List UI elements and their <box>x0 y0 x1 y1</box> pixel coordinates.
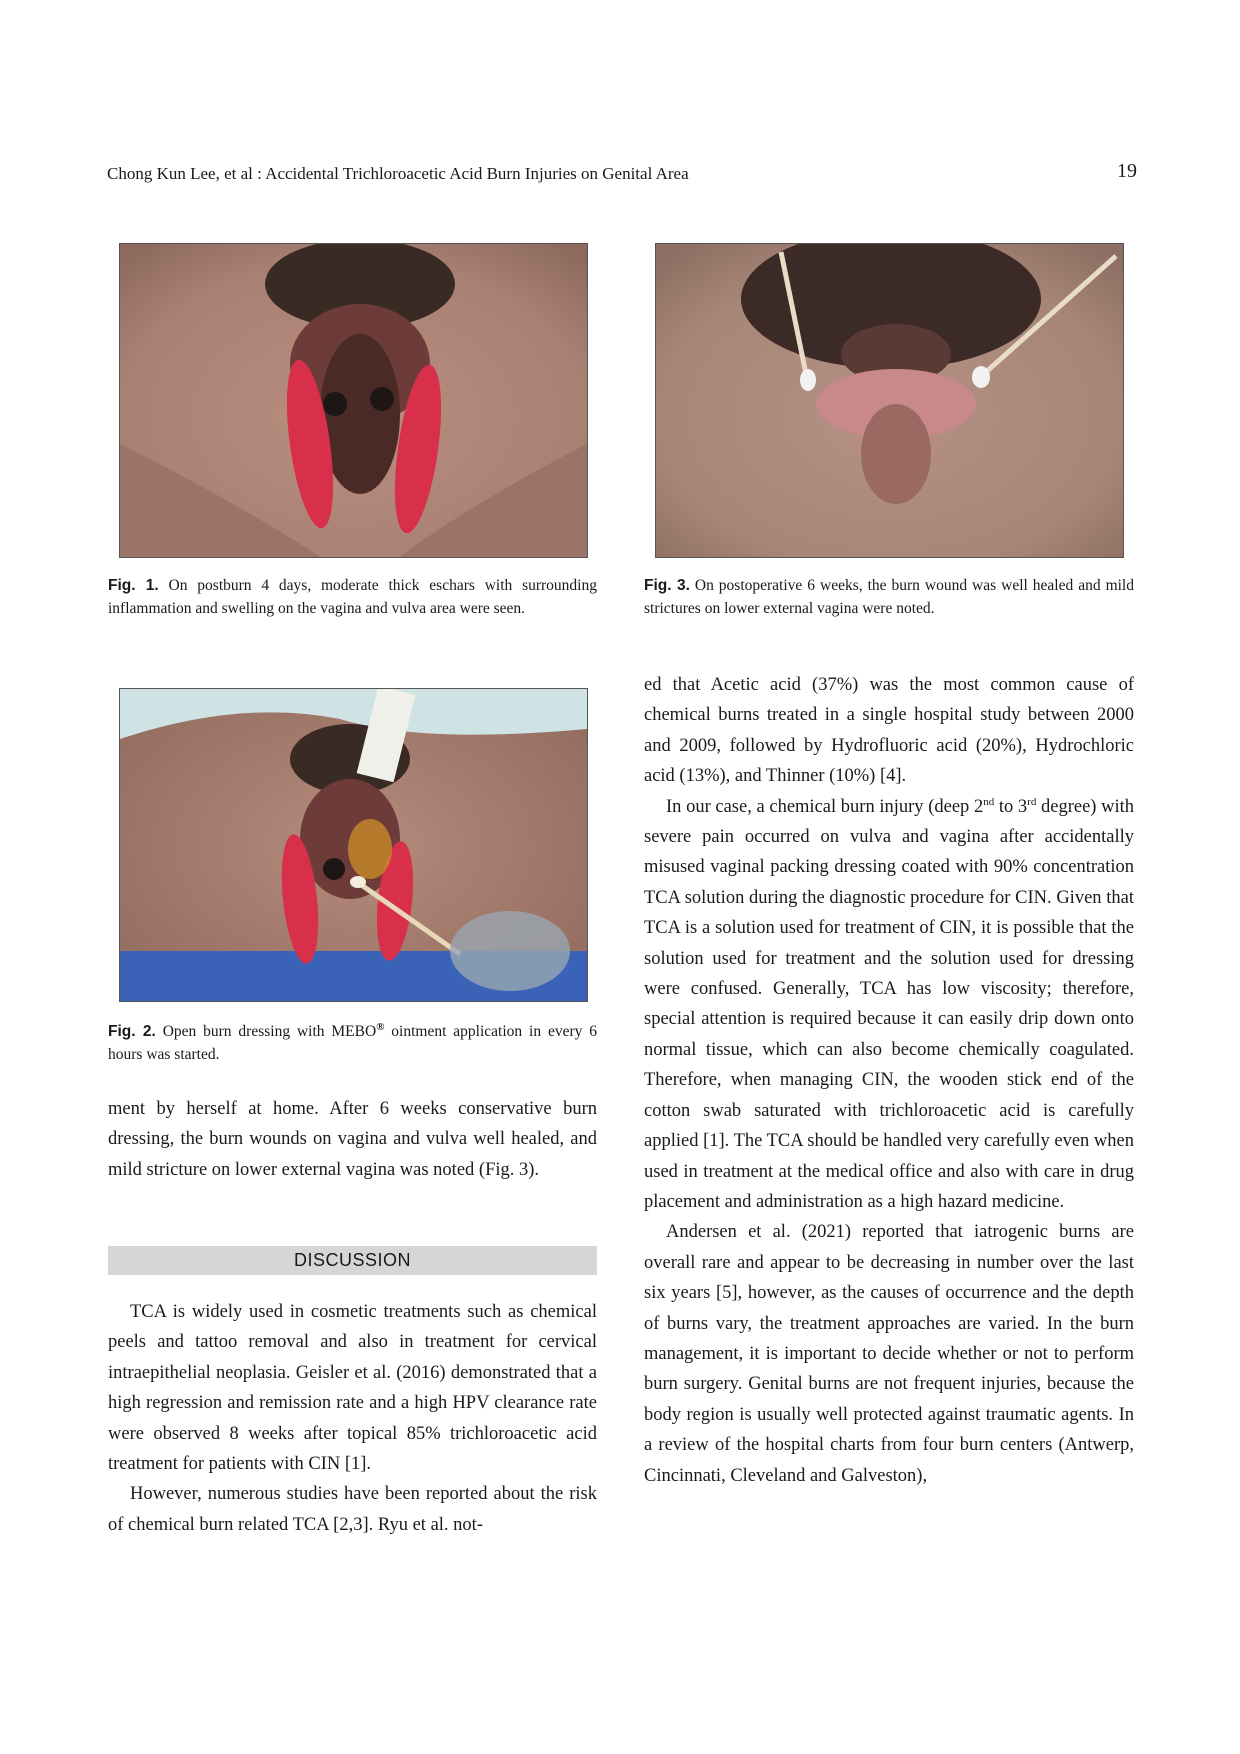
text-run: degree) with severe pain occurred on vulva and vagina after accidentally misused vaginal packing dressing coated with 90% concentration TCA solution during the diagnostic procedure for CIN. Given that TCA is a solution used for treatment of CIN, it is possible that the solution used for treatment and the solution used for dressing were confused. Generally, TCA has low viscosity; therefore, special attention is required because it can easily drip down onto normal tissue, which can also become chemically coagulated. Therefore, when managing CIN, the wooden stick end of the cotton swab saturated with trichloroacetic acid is carefully applied [1]. The TCA should be handled very carefully even when used in treatment at the medical office and also with care in drug placement and administration as a high hazard medicine. <box>644 796 1134 1212</box>
ordinal-suffix: nd <box>983 795 995 808</box>
figure-1-caption-text: On postburn 4 days, moderate thick eschars with surrounding inflammation and swelling on the vagina and vulva area were seen. <box>108 577 597 617</box>
figure-3-caption <box>644 574 1134 620</box>
text-run: In our case, a chemical burn injury (deep 2 <box>666 796 984 817</box>
body-paragraph <box>644 792 1134 1218</box>
ordinal-suffix: rd <box>1027 795 1037 808</box>
running-title: Chong Kun Lee, et al : Accidental Trichloroacetic Acid Burn Injuries on Genital Area <box>107 164 689 183</box>
figure-1-photo <box>119 243 588 558</box>
page-number: 19 <box>1117 160 1137 182</box>
body-paragraph: ment by herself at home. After 6 weeks conservative burn dressing, the burn wounds on vagina and vulva well healed, and mild stricture on lower external vagina was noted (Fig. 3). <box>108 1099 597 1180</box>
right-column <box>644 670 1134 1491</box>
left-column-continuation <box>108 1094 597 1185</box>
figure-3-label: Fig. 3. <box>644 577 690 594</box>
figure-2-photo <box>119 688 588 1002</box>
text-run: to 3 <box>994 796 1028 817</box>
registered-mark: ® <box>376 1021 385 1033</box>
figure-2-label: Fig. 2. <box>108 1023 156 1041</box>
figure-2-caption-text-b: ointment application in every 6 hours was started. <box>108 1023 597 1064</box>
section-heading-discussion: DISCUSSION <box>108 1246 597 1275</box>
left-column-discussion <box>108 1297 597 1540</box>
figure-1-label: Fig. 1. <box>108 577 159 594</box>
body-paragraph: ed that Acetic acid (37%) was the most common cause of chemical burns treated in a single hospital study between 2000 and 2009, followed by Hydrofluoric acid (20%), Hydrochloric acid (13%), and Thinner (10%) [4]. <box>644 675 1134 787</box>
figure-1-caption <box>108 574 597 620</box>
figure-3-caption-text: On postoperative 6 weeks, the burn wound was well healed and mild strictures on lower external vagina were noted. <box>644 577 1134 617</box>
figure-3-photo <box>655 243 1124 558</box>
running-header <box>107 160 1137 184</box>
figure-2-caption-text-a: Open burn dressing with MEBO <box>162 1023 377 1041</box>
figure-2-caption <box>108 1016 597 1066</box>
body-paragraph: Andersen et al. (2021) reported that iatrogenic burns are overall rare and appear to be decreasing in number over the last six years [5], however, as the causes of occurrence and the depth of burns vary, the treatment approaches are varied. In the burn management, it is important to decide whether or not to perform burn surgery. Genital burns are not frequent injuries, because the body region is usually well protected against traumatic agents. In a review of the hospital charts from four burn centers (Antwerp, Cincinnati, Cleveland and Galveston), <box>644 1222 1134 1486</box>
body-paragraph: TCA is widely used in cosmetic treatments such as chemical peels and tattoo removal and also in treatment for cervical intraepithelial neoplasia. Geisler et al. (2016) demonstrated that a high regression and remission rate and a high HPV clearance rate were observed 8 weeks after topical 85% trichloroacetic acid treatment for patients with CIN [1]. <box>108 1302 597 1475</box>
body-paragraph: However, numerous studies have been reported about the risk of chemical burn related TCA [2,3]. Ryu et al. not- <box>108 1484 597 1535</box>
